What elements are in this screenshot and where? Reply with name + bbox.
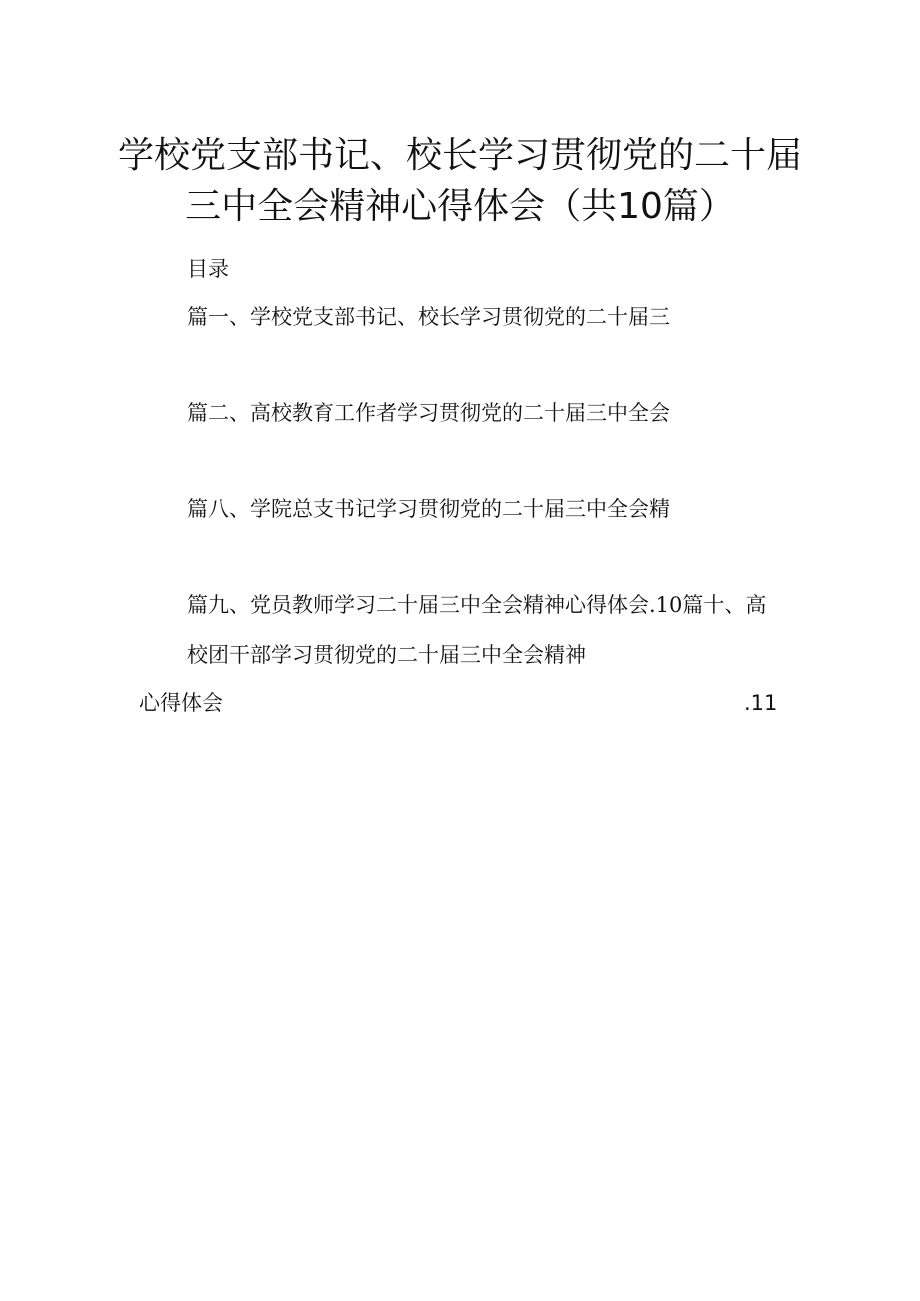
toc-entry[interactable]: 篇一、学校党支部书记、校长学习贯彻党的二十届三	[187, 305, 670, 329]
toc-entry[interactable]: 篇九、党员教师学习二十届三中全会精神心得体会.10篇十、高	[187, 593, 767, 617]
toc-entry[interactable]: 校团干部学习贯彻党的二十届三中全会精神	[187, 643, 586, 667]
toc-entry[interactable]: 篇二、高校教育工作者学习贯彻党的二十届三中全会	[187, 401, 670, 425]
document-title-line-1: 学校党支部书记、校长学习贯彻党的二十届	[117, 135, 802, 176]
toc-entry[interactable]: 心得体会	[139, 691, 223, 715]
toc-heading: 目录	[187, 257, 229, 281]
document-title-line-2: 三中全会精神心得体会（共10篇）	[185, 186, 735, 227]
toc-page-number: .11	[744, 691, 778, 715]
toc-entry[interactable]: 篇八、学院总支书记学习贯彻党的二十届三中全会精	[187, 497, 670, 521]
